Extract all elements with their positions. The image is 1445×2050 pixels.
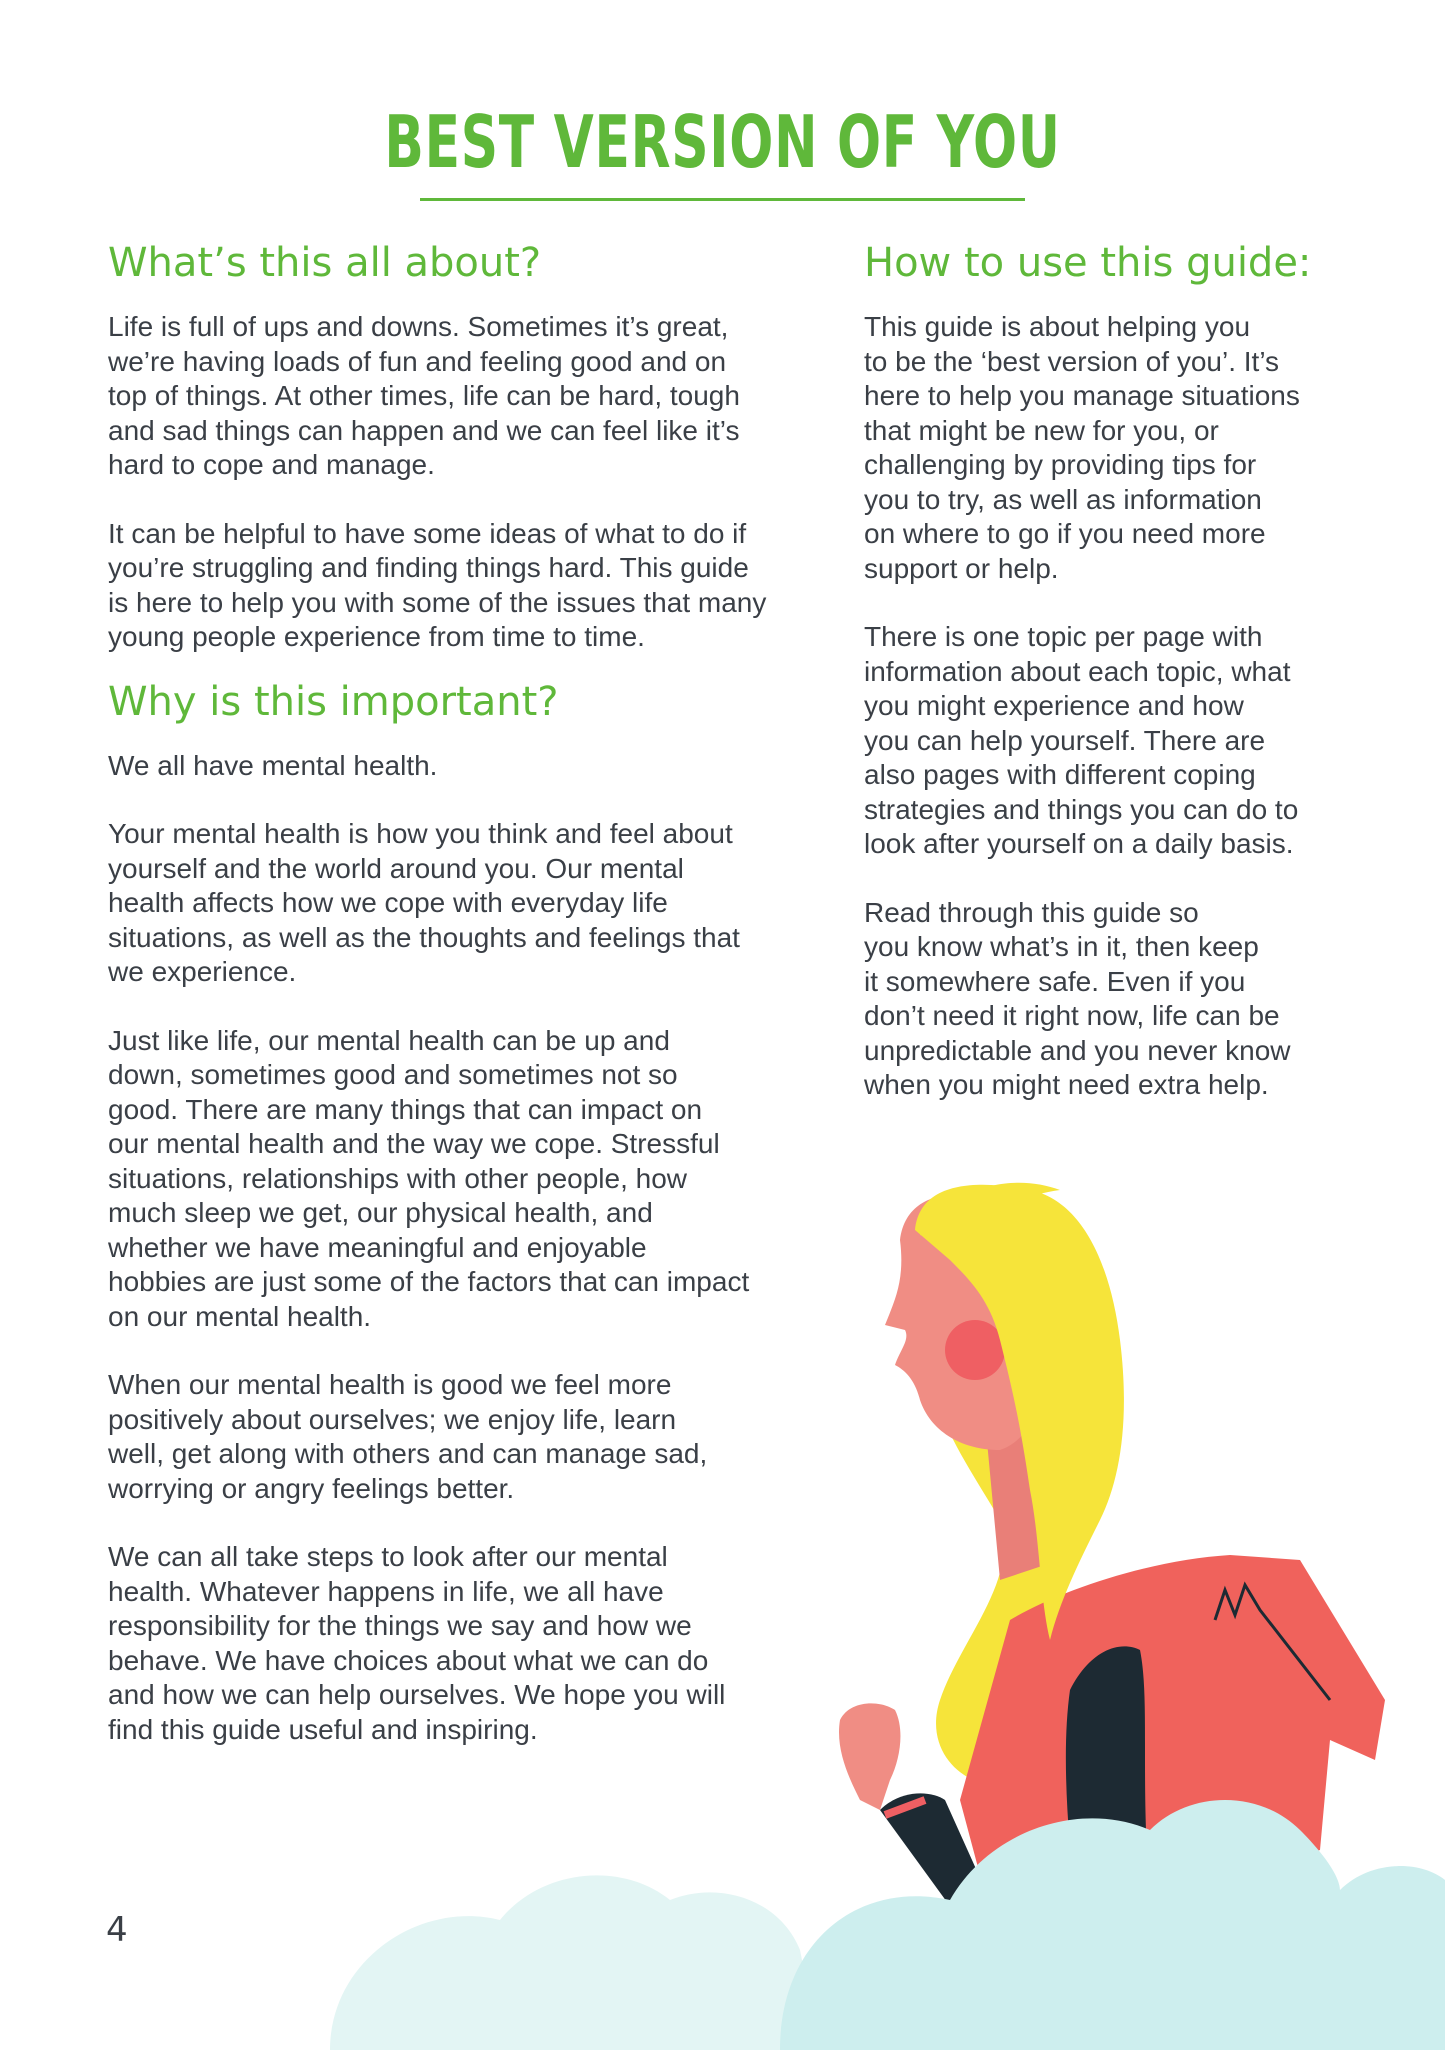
paragraph: We can all take steps to look after our mental health. Whatever happens in life, we all have responsibility for the things we say and how we behave. We have choices about what we can do and how we can help ourselves. We hope you will find this guide useful and inspiring. (108, 1541, 726, 1745)
section-heading-what-about: What’s this all about? (108, 240, 542, 286)
left-column (108, 238, 808, 1747)
section-heading-how-to-use: How to use this guide: (864, 240, 1312, 286)
cloud-icon (330, 1875, 820, 2050)
paragraph: Just like life, our mental health can be up and down, sometimes good and sometimes not so good. There are many things that can impact on our mental health and the way we cope. Stressful situations, relationships with other people, how much sleep we get, our physical health, and whether we have meaningful and enjoyable hobbies are just some of the factors that can impact on our mental health. (108, 1024, 750, 1332)
title-underline (420, 198, 1025, 201)
paragraph: It can be helpful to have some ideas of what to do if you’re struggling and finding things hard. This guide is here to help you with some of the issues that many young people experience from time to time. (108, 517, 767, 652)
paragraph: This guide is about helping you to be the ‘best version of you’. It’s here to help you manage situations that might be new for you, or challenging by providing tips for you to try, as well as information on where to go if you need more support or help. (864, 311, 1300, 584)
paragraph: When our mental health is good we feel more positively about ourselves; we enjoy life, learn well, get along with others and can manage sad, worrying or angry feelings better. (108, 1369, 708, 1504)
page-title: BEST VERSION OF YOU (384, 100, 1061, 184)
paragraph: Life is full of ups and downs. Sometimes it’s great, we’re having loads of fun and feeling good and on top of things. At other times, life can be hard, tough and sad things can happen and we can feel like it’s hard to cope and manage. (108, 311, 740, 480)
page-number: 4 (106, 1910, 128, 1950)
section-heading-why-important: Why is this important? (108, 678, 559, 725)
paragraph: Your mental health is how you think and feel about yourself and the world around you. Our mental health affects how we cope with everyday life situations, as well as the thoughts and feelings that we experience. (108, 818, 740, 987)
paragraph: There is one topic per page with information about each topic, what you might experience and how you can help yourself. There are also pages with different coping strategies and things you can do to look after yourself on a daily basis. (864, 621, 1299, 859)
paragraph: Read through this guide so you know what’s in it, then keep it somewhere safe. Even if you don’t need it right now, life can be unpredictable and you never know when you might need extra help. (864, 896, 1291, 1100)
paragraph: We all have mental health. (108, 749, 438, 781)
right-column (864, 238, 1364, 1103)
cloud-icon (780, 1800, 1445, 2050)
